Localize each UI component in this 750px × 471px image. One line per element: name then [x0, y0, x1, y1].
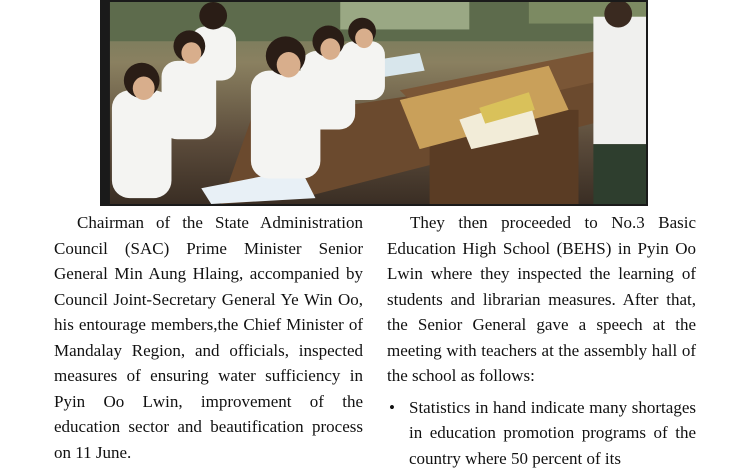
left-paragraph: Chairman of the State Administration Council (SAC) Prime Minister Senior General Min Aung Hlaing, accompanied by Council Joint-Secretary General Ye Win Oo, his entourage members,the Chief Minister of Mandalay Region, and officials, inspected measures of ensuring water sufficiency in Pyin Oo Lwin, improvement of the education sector and beautification process on 11 June. [54, 210, 363, 465]
right-paragraph: They then proceeded to No.3 Basic Education High School (BEHS) in Pyin Oo Lwin where they inspected the learning of students and librarian measures. After that, the Senior General gave a speech at the meeting with teachers at the assembly hall of the school as follows: [387, 210, 696, 389]
right-column [387, 210, 696, 471]
classroom-photo [100, 0, 648, 206]
left-column [54, 210, 363, 465]
bullet-text: Statistics in hand indicate many shortages in education promotion programs of the country where 50 percent of its [409, 398, 696, 468]
bullet-marker: • [389, 395, 395, 421]
classroom-photo-icon [102, 2, 646, 204]
